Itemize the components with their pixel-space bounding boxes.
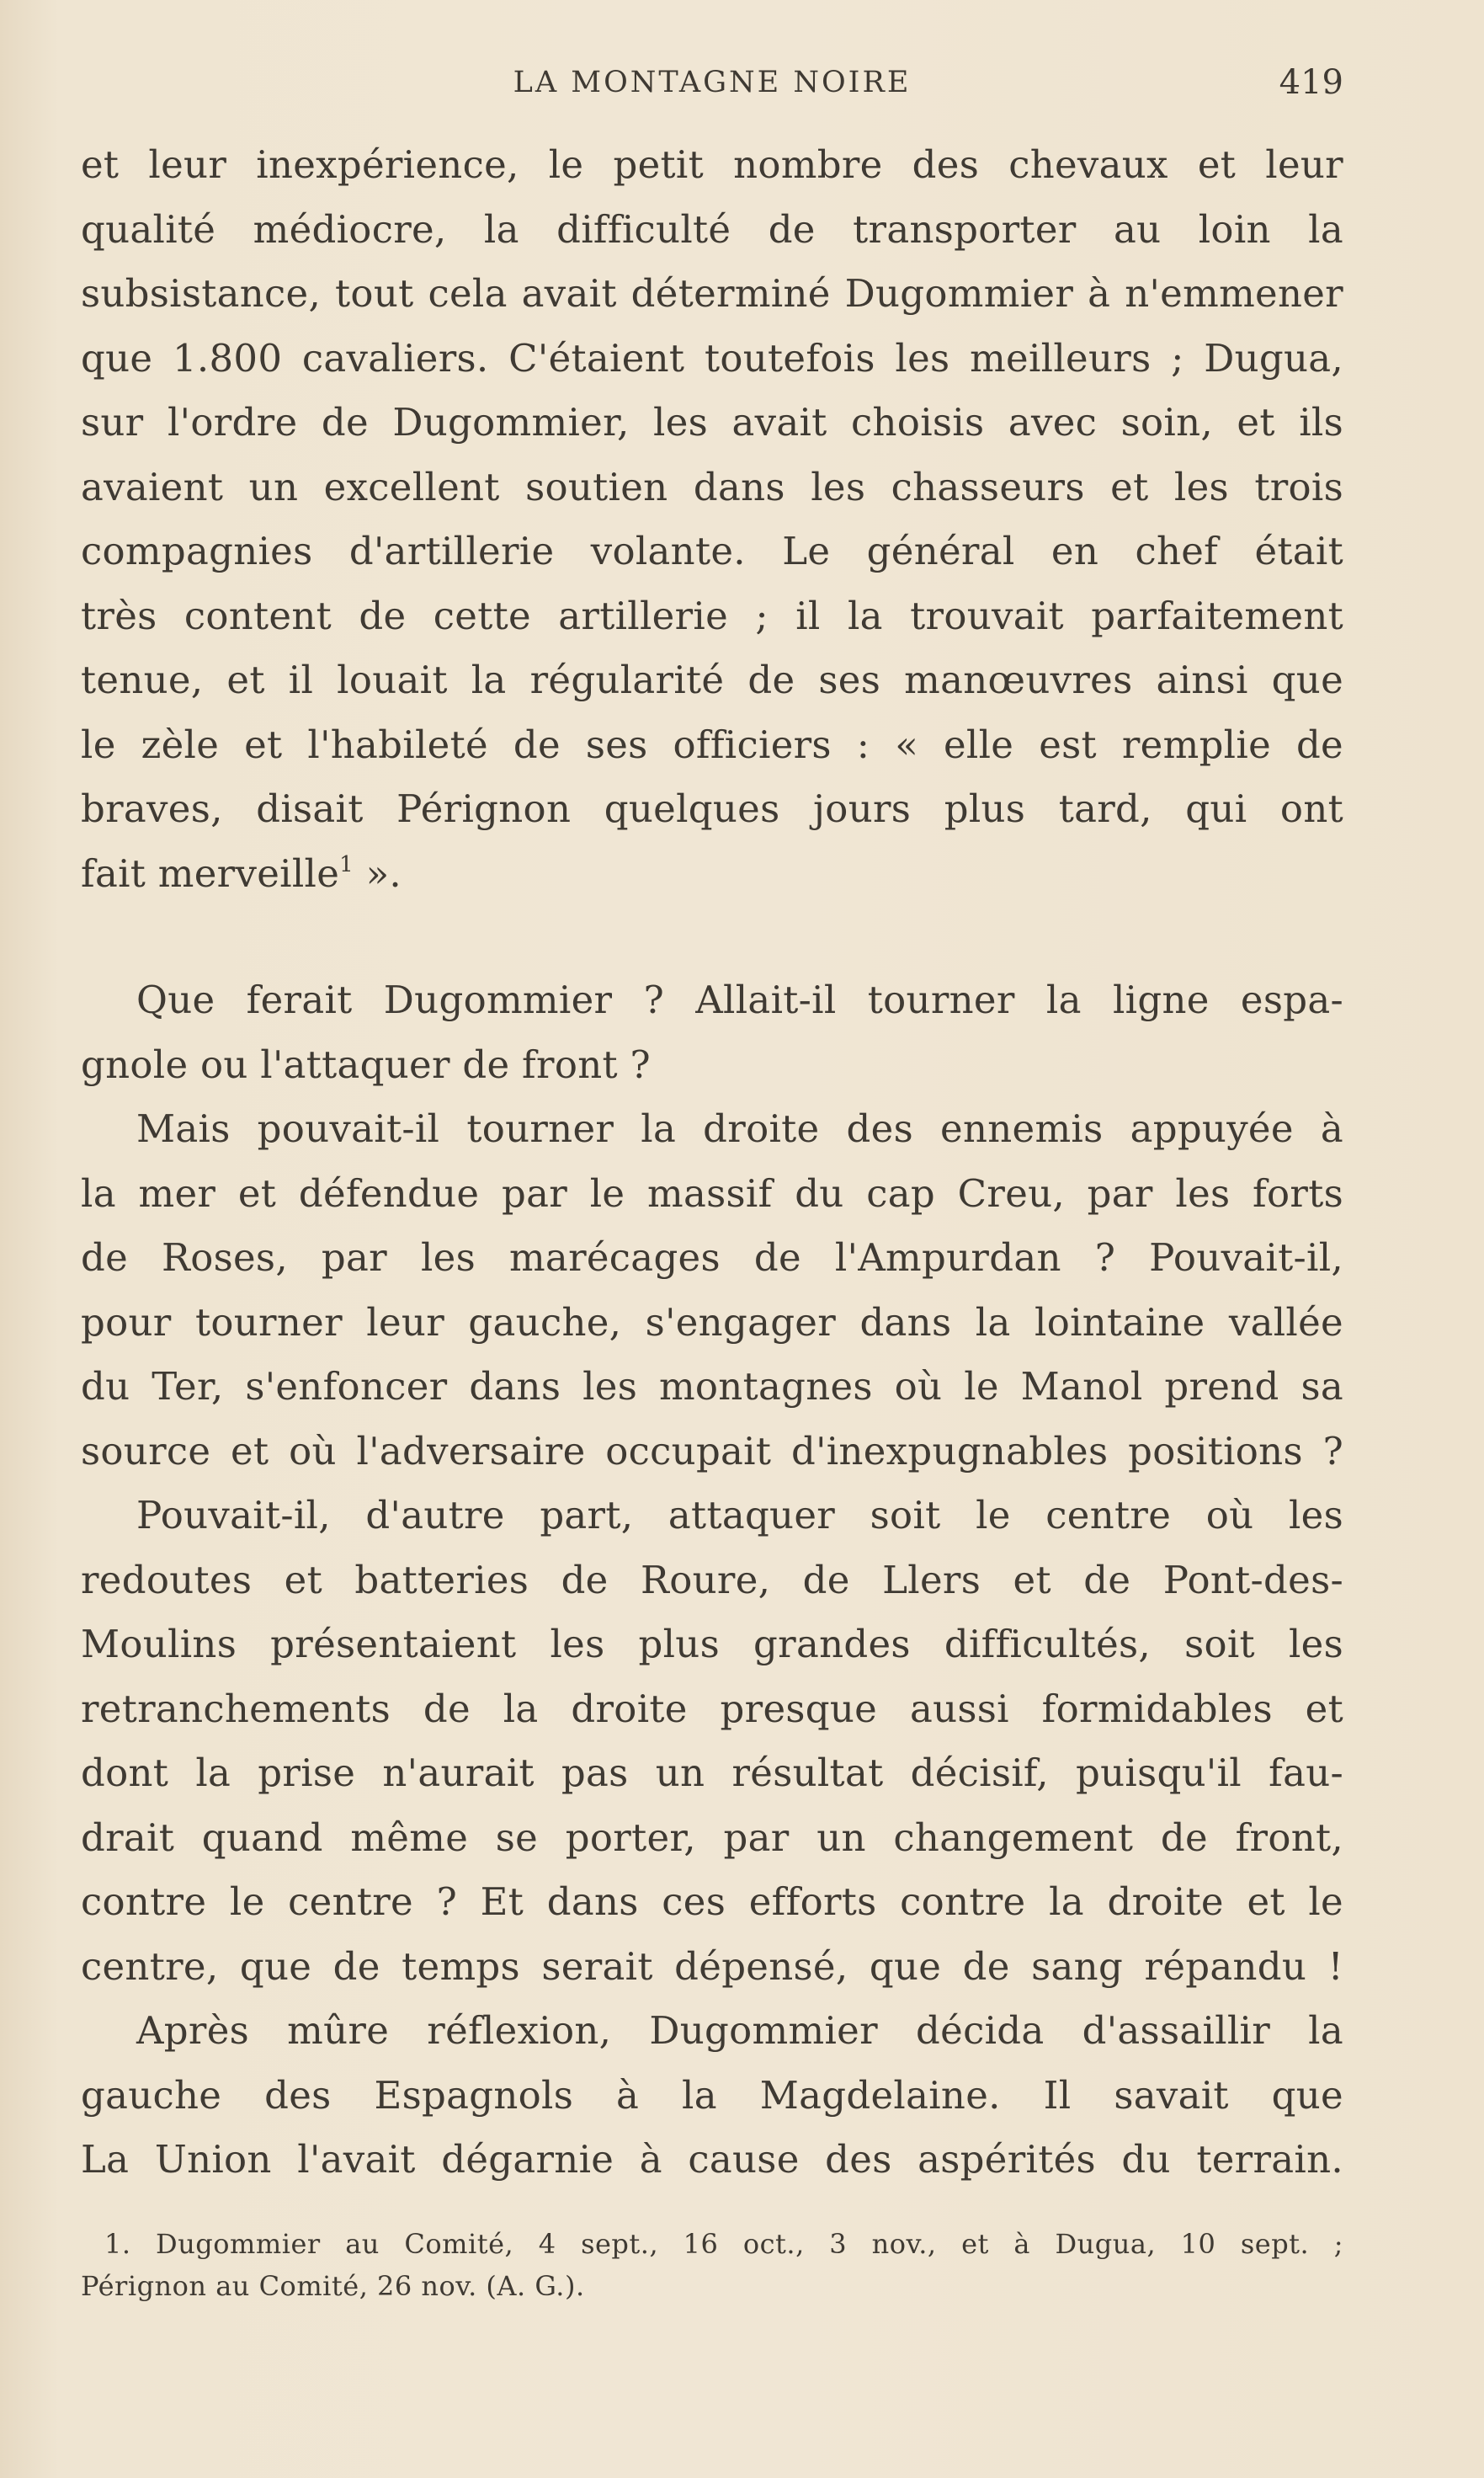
text-line: Moulins présentaient les plus grandes difficultés, soit les — [81, 1622, 1343, 1666]
text-line: très content de cette artillerie ; il la trouvait parfaitement — [81, 593, 1343, 638]
text-line: centre, que de temps serait dépensé, que de sang répandu ! — [81, 1943, 1343, 1989]
footnote-reference: 1 — [339, 851, 354, 877]
text-line: Après mûre réflexion, Dugommier décida d'assaillir la — [136, 2008, 1343, 2053]
footnote-line: 1. Dugommier au Comité, 4 sept., 16 oct., 3 nov., et à Dugua, 10 sept. ; — [104, 2228, 1343, 2260]
text-line: contre le centre ? Et dans ces efforts contre la droite et le — [81, 1879, 1343, 1924]
text-line: Mais pouvait-il tourner la droite des ennemis appuyée à — [136, 1106, 1343, 1151]
text-line: redoutes et batteries de Roure, de Llers et de Pont-des- — [81, 1557, 1343, 1602]
text-line: dont la prise n'aurait pas un résultat décisif, puisqu'il fau- — [81, 1751, 1343, 1795]
text-line: Que ferait Dugommier ? Allait-il tourner la ligne espa- — [136, 978, 1343, 1022]
paragraph-4 — [81, 1484, 1343, 1999]
text-line: braves, disait Pérignon quelques jours plus tard, qui ont — [81, 786, 1343, 831]
text-line: sur l'ordre de Dugommier, les avait choisis avec soin, et ils — [81, 400, 1343, 445]
text-line: La Union l'avait dégarnie à cause des aspérités du terrain. — [81, 2137, 1343, 2182]
text-line: retranchements de la droite presque aussi formidables et — [81, 1686, 1343, 1731]
text-line: source et où l'adversaire occupait d'inexpugnables positions ? — [81, 1428, 1343, 1473]
text-line: la mer et défendue par le massif du cap Creu, par les forts — [81, 1170, 1343, 1216]
paragraph-5 — [81, 1999, 1343, 2193]
text-segment: ». — [353, 850, 402, 896]
text-line: Pouvait-il, d'autre part, attaquer soit le centre où les — [136, 1493, 1343, 1537]
running-head — [81, 59, 1343, 106]
text-segment: fait merveille — [81, 850, 340, 896]
section-break — [81, 906, 1343, 968]
text-line: le zèle et l'habileté de ses officiers : « elle est remplie de — [81, 722, 1343, 767]
text-line: que 1.800 cavaliers. C'étaient toutefois les meilleurs ; Dugua, — [81, 335, 1343, 381]
text-line: de Roses, par les marécages de l'Ampurdan ? Pouvait-il, — [81, 1235, 1343, 1280]
text-line: et leur inexpérience, le petit nombre des chevaux et leur — [81, 142, 1343, 187]
paragraph-2 — [81, 968, 1343, 1097]
text-line: gauche des Espagnols à la Magdelaine. Il savait que — [81, 2072, 1343, 2118]
text-line: gnole ou l'attaquer de front ? — [81, 1042, 651, 1087]
text-line: du Ter, s'enfoncer dans les montagnes où le Manol prend sa — [81, 1364, 1343, 1409]
text-line: qualité médiocre, la difficulté de transporter au loin la — [81, 206, 1343, 252]
paragraph-1 — [81, 133, 1343, 906]
text-line: compagnies d'artillerie volante. Le général en chef était — [81, 529, 1343, 573]
running-title: LA MONTAGNE NOIRE — [513, 66, 912, 99]
footnotes — [81, 2223, 1343, 2307]
text-line: pour tourner leur gauche, s'engager dans la lointaine vallée — [81, 1299, 1343, 1345]
paragraph-3 — [81, 1097, 1343, 1484]
text-line: tenue, et il louait la régularité de ses manœuvres ainsi que — [81, 658, 1343, 702]
text-line: avaient un excellent soutien dans les chasseurs et les trois — [81, 464, 1343, 509]
text-line-with-note — [81, 842, 1343, 907]
text-line: drait quand même se porter, par un changement de front, — [81, 1815, 1343, 1860]
page-number: 419 — [1279, 63, 1343, 102]
footnote-line: Pérignon au Comité, 26 nov. (A. G.). — [81, 2270, 585, 2302]
body-text — [81, 133, 1343, 2193]
text-line: subsistance, tout cela avait déterminé Dugommier à n'emmener — [81, 271, 1343, 316]
